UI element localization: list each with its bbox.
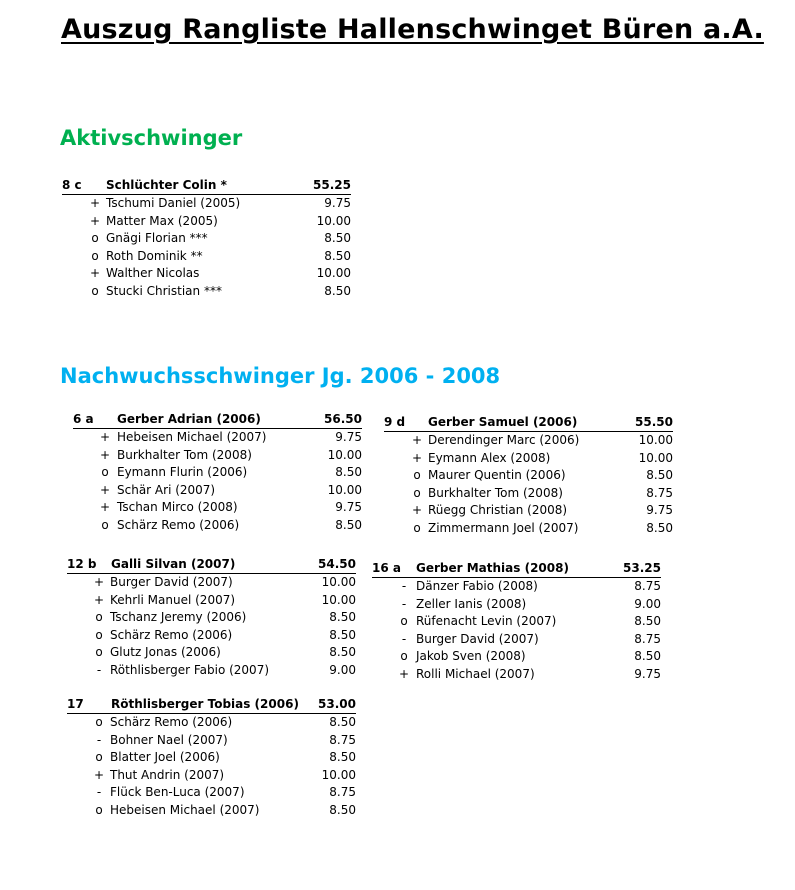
- section-heading-aktiv: Aktivschwinger: [60, 126, 243, 150]
- ranking-block: [372, 560, 661, 683]
- bout-points: 8.50: [324, 231, 351, 245]
- bout-result-symbol: o: [95, 627, 103, 642]
- bout-result-symbol: +: [90, 196, 101, 210]
- bout-points: 8.50: [329, 627, 356, 642]
- bout-row: [73, 464, 362, 482]
- bout-row: [67, 592, 356, 610]
- bout-row: [67, 644, 356, 662]
- bout-points: 9.00: [329, 662, 356, 677]
- bout-result-symbol: +: [100, 482, 111, 497]
- bout-points: 9.75: [634, 666, 661, 681]
- opponent-name: Rolli Michael (2007): [416, 666, 535, 681]
- rank-label: 8 c: [62, 178, 82, 192]
- bout-result-symbol: o: [95, 750, 103, 764]
- bout-row: [67, 749, 356, 767]
- opponent-name: Burkhalter Tom (2008): [117, 447, 252, 462]
- ranking-block: [62, 177, 351, 300]
- bout-row: [372, 648, 661, 666]
- bout-points: 9.75: [335, 430, 362, 444]
- bout-points: 8.50: [335, 517, 362, 532]
- bout-result-symbol: +: [412, 503, 423, 517]
- bout-points: 10.00: [327, 482, 362, 497]
- bout-row: [372, 578, 661, 596]
- bout-points: 8.75: [646, 485, 673, 500]
- bout-result-symbol: +: [94, 767, 105, 782]
- bout-row: [73, 482, 362, 500]
- opponent-name: Blatter Joel (2006): [110, 750, 220, 764]
- page-title: Auszug Rangliste Hallenschwinget Büren a.A.: [61, 14, 764, 45]
- bout-row: [372, 631, 661, 649]
- bout-result-symbol: +: [100, 500, 111, 514]
- bout-row: [372, 596, 661, 614]
- opponent-name: Burkhalter Tom (2008): [428, 485, 563, 500]
- rank-label: 6 a: [73, 412, 94, 426]
- ranking-block: [384, 414, 673, 537]
- bout-result-symbol: +: [412, 450, 423, 465]
- bout-row: [67, 609, 356, 627]
- bout-row: [73, 517, 362, 535]
- bout-points: 10.00: [321, 767, 356, 782]
- opponent-name: Bohner Nael (2007): [110, 732, 228, 747]
- bout-row: [67, 767, 356, 785]
- bout-row: [67, 662, 356, 680]
- ranking-block-header: [73, 411, 362, 429]
- bout-row: [67, 732, 356, 750]
- bout-result-symbol: -: [96, 732, 102, 747]
- rank-label: 9 d: [384, 415, 406, 429]
- bout-row: [62, 230, 351, 248]
- opponent-name: Burger David (2007): [416, 631, 539, 646]
- bout-points: 9.75: [335, 500, 362, 514]
- bout-result-symbol: o: [95, 645, 103, 659]
- section-heading-nachwuchs: Nachwuchsschwinger Jg. 2006 - 2008: [60, 364, 501, 388]
- opponent-name: Schärz Remo (2006): [117, 517, 240, 532]
- opponent-name: Stucki Christian ***: [106, 283, 222, 298]
- opponent-name: Zimmermann Joel (2007): [428, 520, 579, 535]
- bout-row: [62, 265, 351, 283]
- bout-points: 10.00: [321, 575, 356, 589]
- bout-result-symbol: +: [90, 266, 101, 280]
- opponent-name: Eymann Flurin (2006): [117, 465, 248, 479]
- bout-points: 8.50: [646, 468, 673, 482]
- opponent-name: Matter Max (2005): [106, 213, 218, 228]
- opponent-name: Roth Dominik **: [106, 248, 203, 263]
- opponent-name: Glutz Jonas (2006): [110, 645, 221, 659]
- bout-row: [62, 213, 351, 231]
- bout-result-symbol: o: [400, 649, 408, 663]
- bout-points: 10.00: [638, 433, 673, 447]
- ranking-block-header: [372, 560, 661, 578]
- bout-result-symbol: +: [412, 433, 423, 447]
- bout-row: [384, 502, 673, 520]
- bout-row: [67, 714, 356, 732]
- bout-result-symbol: +: [94, 592, 105, 607]
- bout-points: 8.75: [634, 631, 661, 646]
- opponent-name: Tschan Mirco (2008): [117, 500, 238, 514]
- bout-points: 8.50: [324, 283, 351, 298]
- bout-points: 9.75: [646, 503, 673, 517]
- bout-row: [73, 429, 362, 447]
- bout-result-symbol: o: [91, 248, 99, 263]
- bout-result-symbol: o: [413, 468, 421, 482]
- bout-row: [73, 499, 362, 517]
- wrestler-name: Röthlisberger Tobias (2006): [111, 697, 299, 711]
- bout-row: [384, 467, 673, 485]
- opponent-name: Rüegg Christian (2008): [428, 503, 568, 517]
- bout-points: 8.50: [646, 520, 673, 535]
- total-score: 53.25: [623, 561, 661, 575]
- bout-points: 8.75: [329, 785, 356, 799]
- opponent-name: Kehrli Manuel (2007): [110, 592, 236, 607]
- bout-result-symbol: o: [91, 283, 99, 298]
- opponent-name: Gnägi Florian ***: [106, 231, 208, 245]
- opponent-name: Schärz Remo (2006): [110, 715, 233, 729]
- bout-result-symbol: +: [90, 213, 101, 228]
- opponent-name: Flück Ben-Luca (2007): [110, 785, 245, 799]
- opponent-name: Burger David (2007): [110, 575, 233, 589]
- bout-points: 10.00: [321, 592, 356, 607]
- bout-result-symbol: o: [413, 485, 421, 500]
- total-score: 56.50: [324, 412, 362, 426]
- bout-points: 8.50: [634, 614, 661, 628]
- total-score: 55.25: [313, 178, 351, 192]
- rank-label: 12 b: [67, 557, 97, 571]
- bout-result-symbol: o: [95, 715, 103, 729]
- opponent-name: Thut Andrin (2007): [110, 767, 225, 782]
- ranking-block-header: [62, 177, 351, 195]
- opponent-name: Eymann Alex (2008): [428, 450, 551, 465]
- bout-result-symbol: +: [94, 575, 105, 589]
- total-score: 53.00: [318, 697, 356, 711]
- bout-points: 8.50: [329, 610, 356, 624]
- bout-result-symbol: -: [401, 596, 407, 611]
- opponent-name: Röthlisberger Fabio (2007): [110, 662, 270, 677]
- rank-label: 16 a: [372, 561, 401, 575]
- opponent-name: Tschanz Jeremy (2006): [110, 610, 247, 624]
- bout-result-symbol: -: [401, 631, 407, 646]
- bout-row: [67, 784, 356, 802]
- bout-row: [62, 195, 351, 213]
- bout-points: 8.50: [335, 465, 362, 479]
- ranking-block-header: [384, 414, 673, 432]
- bout-row: [372, 666, 661, 684]
- opponent-name: Schärz Remo (2006): [110, 627, 233, 642]
- bout-row: [384, 450, 673, 468]
- bout-row: [62, 248, 351, 266]
- bout-row: [384, 432, 673, 450]
- opponent-name: Jakob Sven (2008): [416, 649, 526, 663]
- ranking-block: [67, 696, 356, 819]
- bout-points: 8.50: [329, 750, 356, 764]
- bout-points: 8.50: [329, 645, 356, 659]
- opponent-name: Walther Nicolas: [106, 266, 200, 280]
- bout-result-symbol: +: [100, 447, 111, 462]
- total-score: 55.50: [635, 415, 673, 429]
- bout-result-symbol: o: [400, 614, 408, 628]
- wrestler-name: Schlüchter Colin *: [106, 178, 227, 192]
- bout-result-symbol: o: [95, 802, 103, 817]
- bout-points: 8.50: [634, 649, 661, 663]
- bout-row: [62, 283, 351, 301]
- bout-result-symbol: o: [101, 465, 109, 479]
- ranking-block: [73, 411, 362, 534]
- opponent-name: Derendinger Marc (2006): [428, 433, 580, 447]
- bout-points: 9.75: [324, 196, 351, 210]
- bout-result-symbol: -: [96, 662, 102, 677]
- bout-points: 10.00: [327, 447, 362, 462]
- bout-result-symbol: -: [401, 579, 407, 593]
- total-score: 54.50: [318, 557, 356, 571]
- bout-row: [67, 627, 356, 645]
- wrestler-name: Gerber Mathias (2008): [416, 561, 569, 575]
- bout-result-symbol: +: [399, 666, 410, 681]
- bout-row: [67, 574, 356, 592]
- opponent-name: Dänzer Fabio (2008): [416, 579, 538, 593]
- bout-row: [384, 485, 673, 503]
- bout-result-symbol: o: [413, 520, 421, 535]
- rank-label: 17: [67, 697, 84, 711]
- bout-points: 9.00: [634, 596, 661, 611]
- bout-points: 8.50: [324, 248, 351, 263]
- bout-points: 10.00: [316, 213, 351, 228]
- opponent-name: Hebeisen Michael (2007): [117, 430, 267, 444]
- bout-row: [67, 802, 356, 820]
- bout-result-symbol: o: [91, 231, 99, 245]
- opponent-name: Zeller Ianis (2008): [416, 596, 527, 611]
- opponent-name: Rüfenacht Levin (2007): [416, 614, 557, 628]
- bout-points: 8.50: [329, 715, 356, 729]
- bout-points: 8.75: [634, 579, 661, 593]
- bout-points: 8.75: [329, 732, 356, 747]
- bout-points: 8.50: [329, 802, 356, 817]
- bout-result-symbol: +: [100, 430, 111, 444]
- wrestler-name: Galli Silvan (2007): [111, 557, 236, 571]
- ranking-block-header: [67, 556, 356, 574]
- bout-result-symbol: o: [101, 517, 109, 532]
- wrestler-name: Gerber Samuel (2006): [428, 415, 578, 429]
- bout-row: [384, 520, 673, 538]
- opponent-name: Hebeisen Michael (2007): [110, 802, 260, 817]
- opponent-name: Tschumi Daniel (2005): [106, 196, 241, 210]
- bout-result-symbol: o: [95, 610, 103, 624]
- bout-points: 10.00: [316, 266, 351, 280]
- bout-row: [372, 613, 661, 631]
- bout-row: [73, 447, 362, 465]
- bout-points: 10.00: [638, 450, 673, 465]
- opponent-name: Schär Ari (2007): [117, 482, 216, 497]
- wrestler-name: Gerber Adrian (2006): [117, 412, 261, 426]
- ranking-block: [67, 556, 356, 679]
- bout-result-symbol: -: [96, 785, 102, 799]
- opponent-name: Maurer Quentin (2006): [428, 468, 566, 482]
- ranking-block-header: [67, 696, 356, 714]
